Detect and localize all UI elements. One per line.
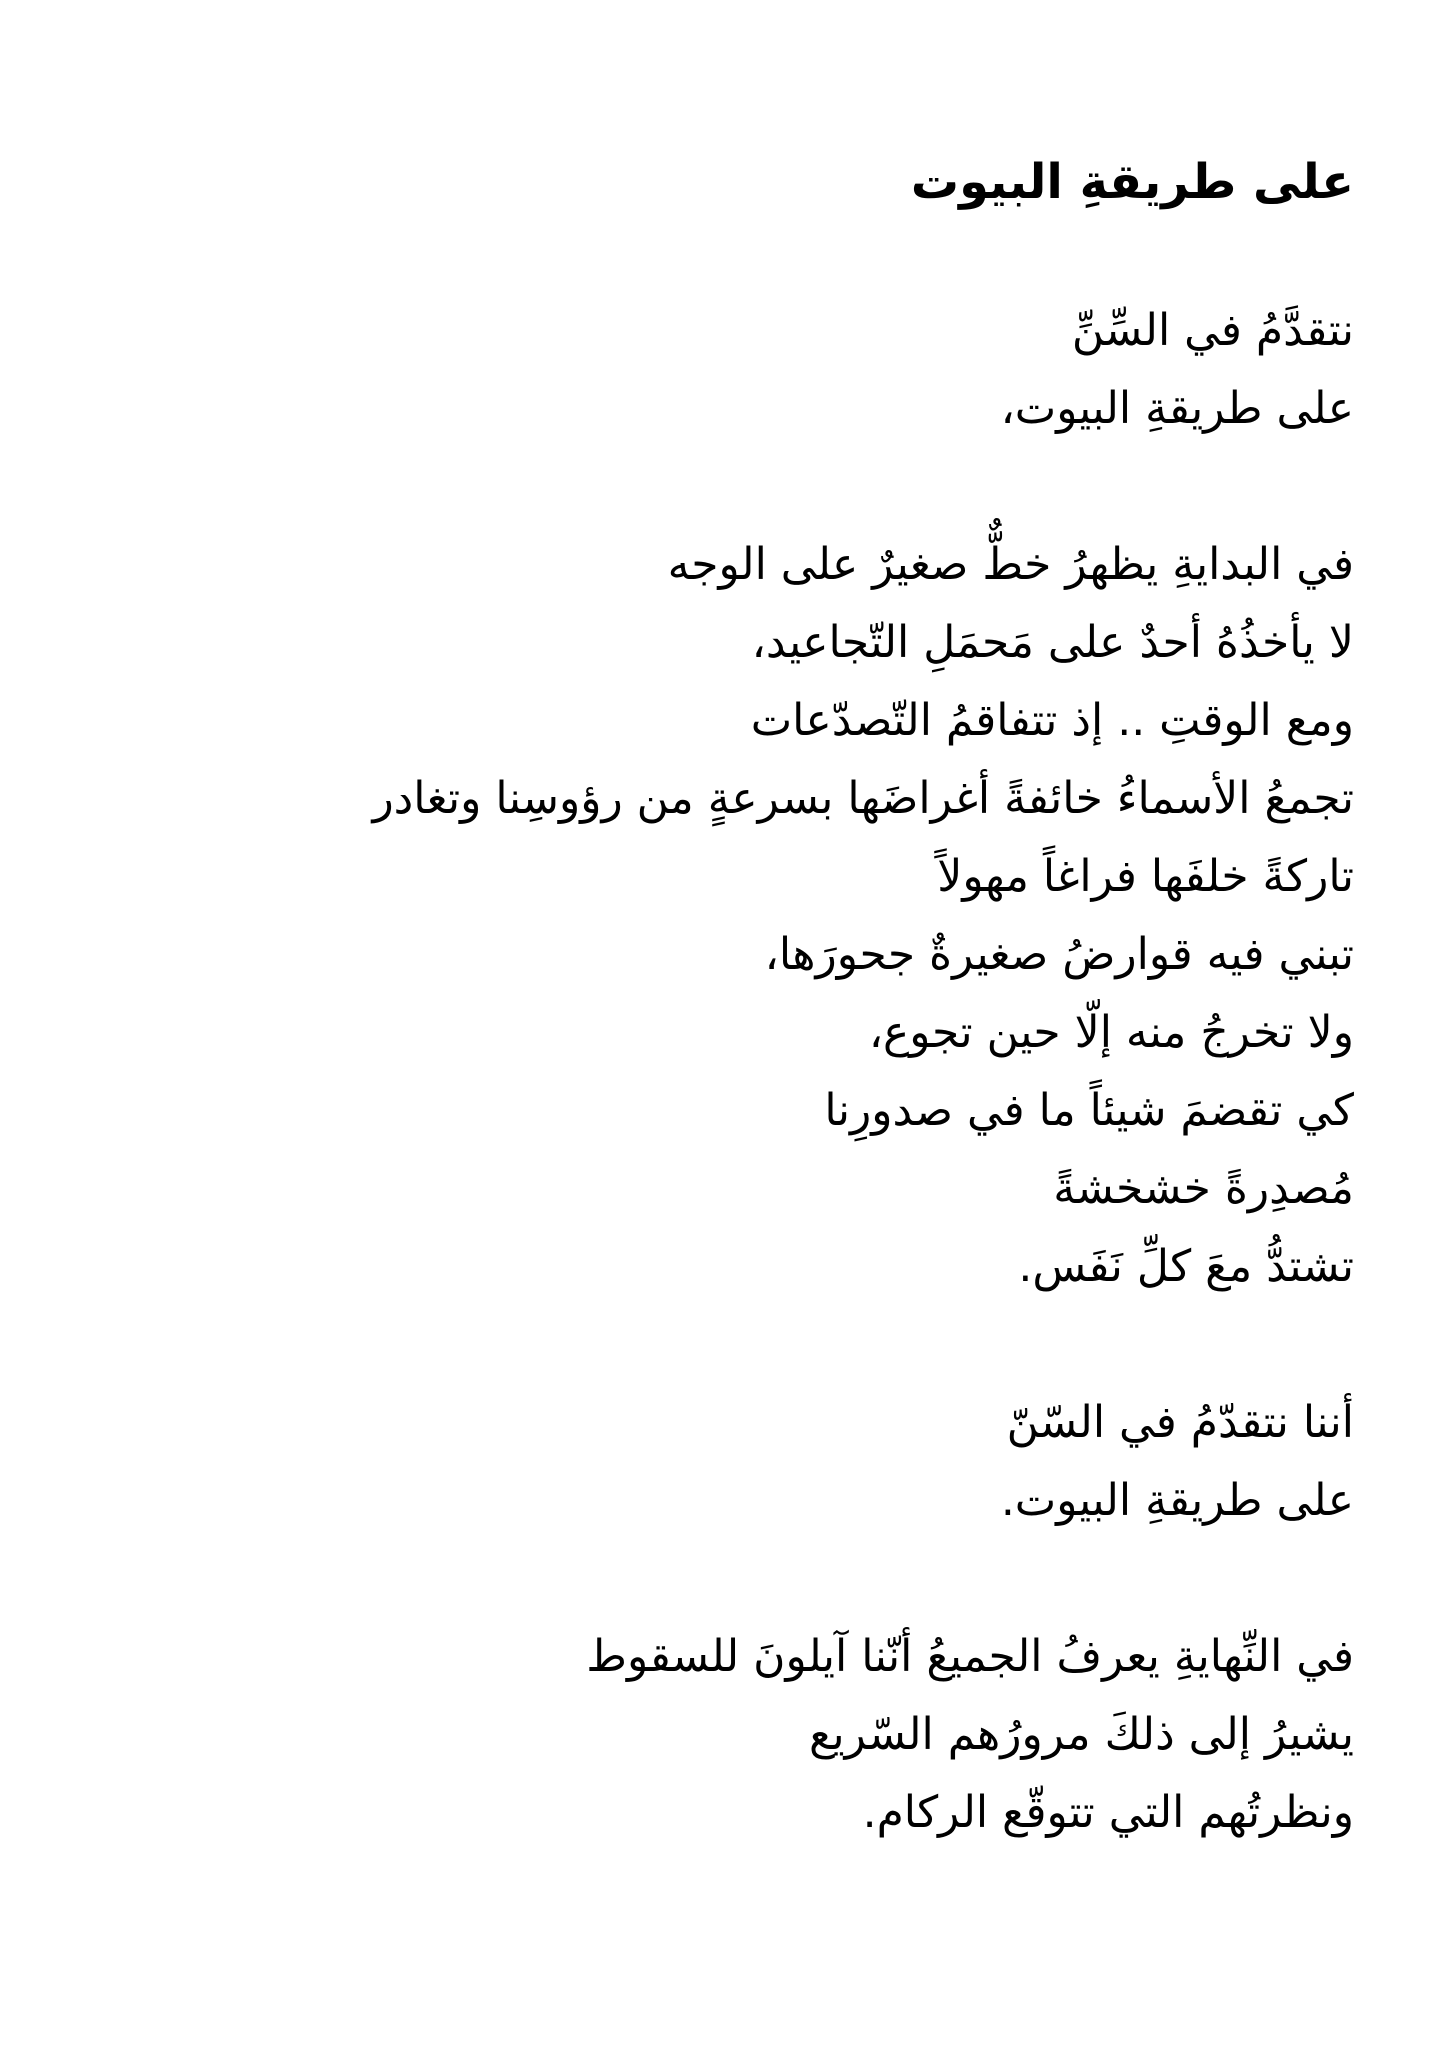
poem-line: تجمعُ الأسماءُ خائفةً أغراضَها بسرعةٍ من رؤوسِنا وتغادر <box>372 773 1354 824</box>
poem-line: كي تقضمَ شيئاً ما في صدورِنا <box>824 1085 1354 1136</box>
poem-line: ونظرتُهم التي تتوقّع الركام. <box>862 1787 1354 1838</box>
poem-line: يشيرُ إلى ذلكَ مرورُهم السّريع <box>808 1709 1354 1760</box>
stanza-4 <box>154 1618 1354 1852</box>
poem-line: نتقدَّمُ في السِّنِّ <box>1071 305 1354 356</box>
poem-line: مُصدِرةً خشخشةً <box>1053 1163 1354 1214</box>
poem-line: لا يأخذُهُ أحدٌ على مَحمَلِ التّجاعيد، <box>751 617 1354 668</box>
poem-line: أننا نتقدّمُ في السّنّ <box>1006 1397 1354 1448</box>
poem-line: على طريقةِ البيوت. <box>1000 1475 1354 1526</box>
poem-line: على طريقةِ البيوت، <box>1000 383 1354 434</box>
stanza-2 <box>154 526 1354 1306</box>
poem-line: تشتدُّ معَ كلِّ نَفَس. <box>1018 1241 1354 1292</box>
poem-line: تبني فيه قوارضُ صغيرةٌ جحورَها، <box>764 929 1354 980</box>
poem <box>154 150 1354 1852</box>
poem-line: تاركةً خلفَها فراغاً مهولاً <box>937 851 1354 902</box>
poem-line: ومع الوقتِ .. إذ تتفاقمُ التّصدّعات <box>750 695 1354 746</box>
poem-title: على طريقةِ البيوت <box>910 154 1354 210</box>
poem-line: في النِّهايةِ يعرفُ الجميعُ أنّنا آيلونَ للسقوط <box>586 1631 1354 1682</box>
stanza-3 <box>154 1384 1354 1540</box>
poem-line: ولا تخرجُ منه إلّا حين تجوع، <box>868 1007 1354 1058</box>
stanza-1 <box>154 292 1354 448</box>
poem-line: في البدايةِ يظهرُ خطٌّ صغيرٌ على الوجه <box>667 539 1354 590</box>
